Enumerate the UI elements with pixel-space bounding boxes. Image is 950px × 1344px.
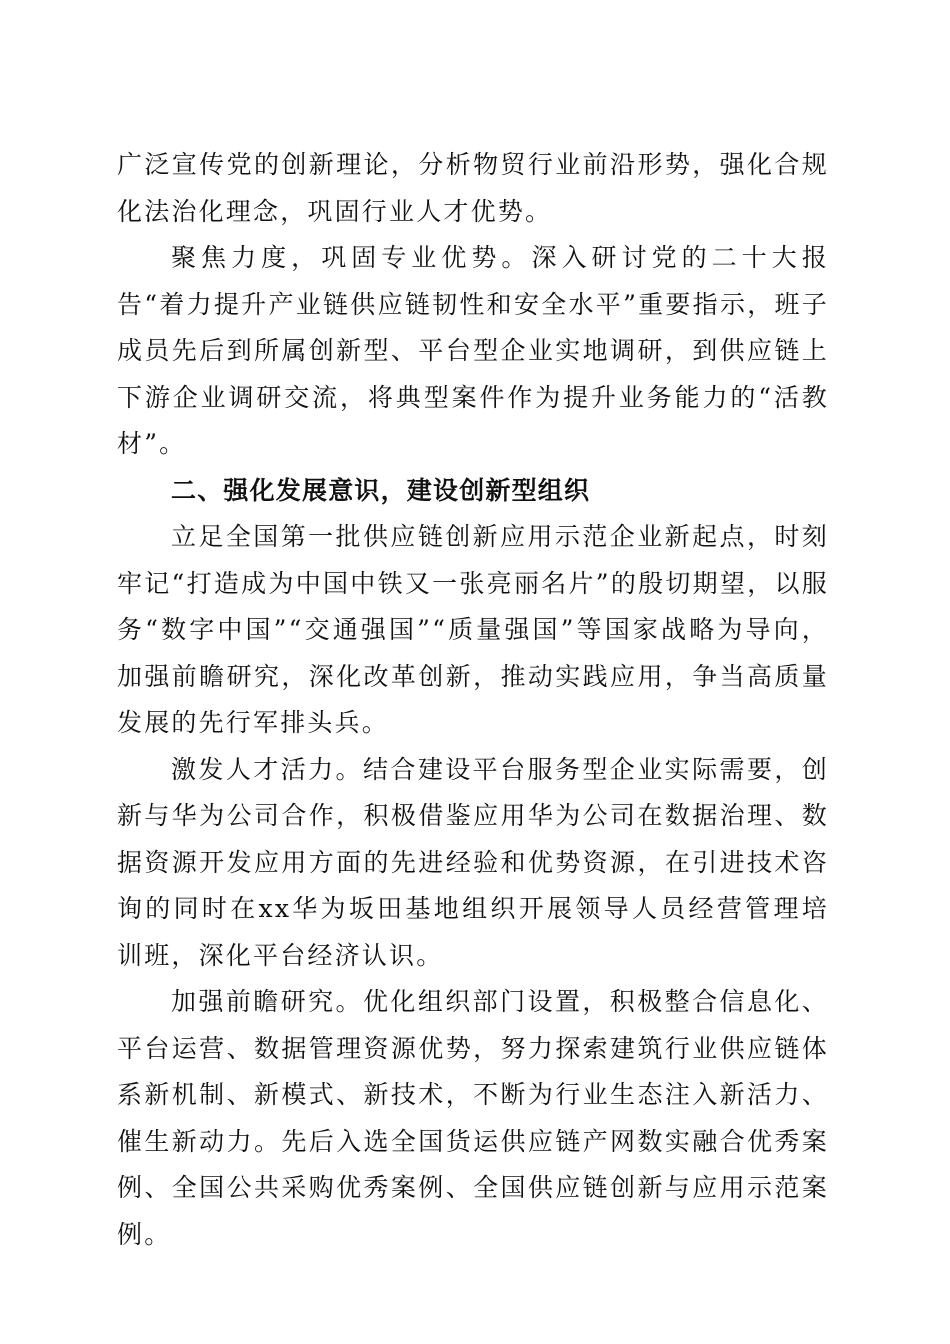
paragraph-focus-strength: 聚焦力度，巩固专业优势。深入研讨党的二十大报告“着力提升产业链供应链韧性和安全水平”重要指示，班子成员先后到所属创新型、平台型企业实地调研，到供应链上下游企业调研交流，将典型案件作为提升业务能力的“活教材”。: [117, 243, 829, 458]
paragraph-continuation: 广泛宣传党的创新理论，分析物贸行业前沿形势，强化合规化法治化理念，巩固行业人才优势。: [117, 150, 829, 226]
section-heading-two: 二、强化发展意识，建设创新型组织: [171, 475, 591, 505]
paragraph-section-intro: 立足全国第一批供应链创新应用示范企业新起点，时刻牢记“打造成为中国中铁又一张亮丽名片”的殷切期望，以服务“数字中国”“交通强国”“质量强国”等国家战略为导向，加强前瞻研究，深化改革创新，推动实践应用，争当高质量发展的先行军排头兵。: [117, 522, 829, 737]
paragraph-talent-vitality: 激发人才活力。结合建设平台服务型企业实际需要，创新与华为公司合作，积极借鉴应用华为公司在数据治理、数据资源开发应用方面的先进经验和优势资源，在引进技术咨询的同时在xx华为坂田基地组织开展领导人员经营管理培训班，深化平台经济认识。: [117, 754, 829, 970]
paragraph-forward-research: 加强前瞻研究。优化组织部门设置，积极整合信息化、平台运营、数据管理资源优势，努力探索建筑行业供应链体系新机制、新模式、新技术，不断为行业生态注入新活力、催生新动力。先后入选全国货运供应链产网数实融合优秀案例、全国公共采购优秀案例、全国供应链创新与应用示范案例。: [117, 987, 829, 1249]
document-body: [117, 142, 829, 1258]
